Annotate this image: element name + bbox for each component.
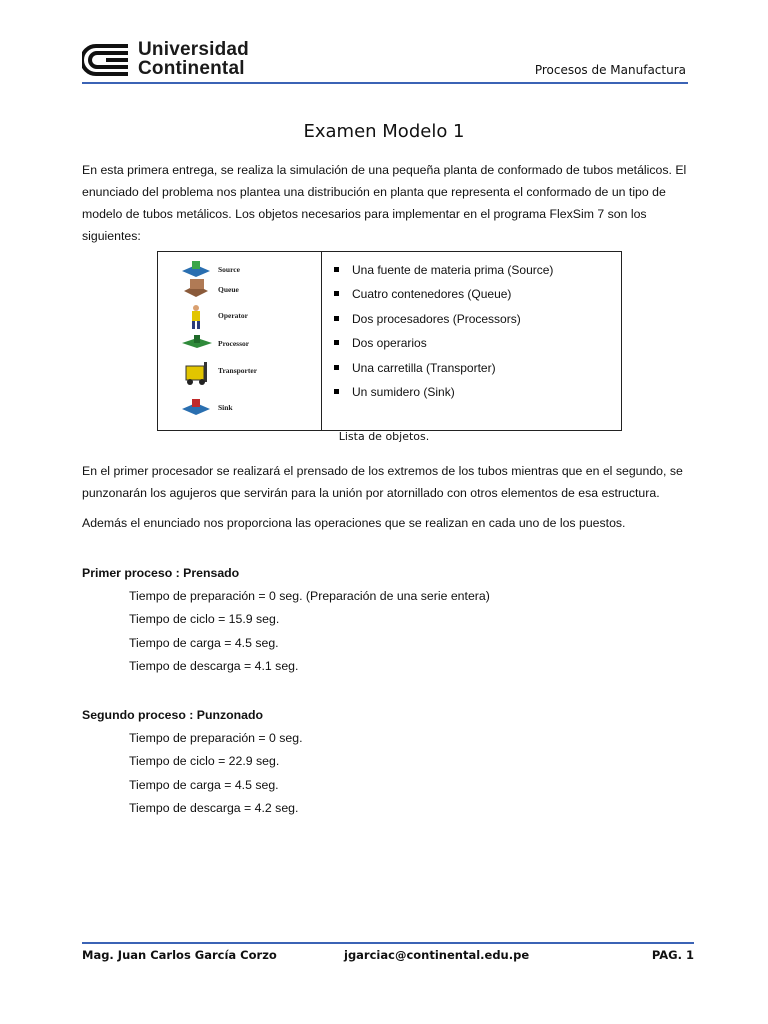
list-item: Una fuente de materia prima (Source) bbox=[332, 261, 553, 285]
footer-divider bbox=[82, 942, 694, 944]
object-label: Processor bbox=[218, 339, 250, 348]
intro-paragraph: En esta primera entrega, se realiza la simulación de una pequeña planta de conformado de tubos metálicos. El enunciado del problema nos plantea una distribución en planta que representa el conformado de un tipo de modelo de tubos metálicos. Los objetos necesarios para implementar en el programa FlexSim 7 son los siguientes: bbox=[82, 163, 687, 243]
list-item: Dos operarios bbox=[332, 334, 553, 358]
process-1-item: Tiempo de carga = 4.5 seg. bbox=[129, 636, 279, 650]
document-title: Examen Modelo 1 bbox=[303, 121, 465, 142]
queue-icon bbox=[180, 279, 212, 299]
sink-icon bbox=[180, 397, 212, 417]
process-1-title: Primer proceso : Prensado bbox=[82, 566, 240, 580]
list-item: Una carretilla (Transporter) bbox=[332, 359, 553, 383]
list-item: Un sumidero (Sink) bbox=[332, 383, 553, 407]
list-item: Dos procesadores (Processors) bbox=[332, 310, 553, 334]
logo-mark-icon bbox=[82, 42, 130, 78]
processors-paragraph: En el primer procesador se realizará el prensado de los extremos de los tubos mientras que en el segundo, se punzonarán los agujeros que servirán para la unión por atornillado con otros elementos de esa estructura. bbox=[82, 464, 683, 500]
object-label: Transporter bbox=[218, 366, 258, 375]
object-label: Source bbox=[218, 265, 240, 274]
process-1-item: Tiempo de descarga = 4.1 seg. bbox=[129, 659, 299, 673]
process-2-item: Tiempo de carga = 4.5 seg. bbox=[129, 778, 279, 792]
process-2-item: Tiempo de preparación = 0 seg. bbox=[129, 731, 303, 745]
objects-table bbox=[157, 251, 622, 431]
logo-line-2: Continental bbox=[138, 58, 245, 79]
process-2-item: Tiempo de ciclo = 22.9 seg. bbox=[129, 754, 280, 768]
process-1-item: Tiempo de ciclo = 15.9 seg. bbox=[129, 612, 280, 626]
processor-icon bbox=[180, 333, 214, 353]
logo-line-1: Universidad bbox=[138, 39, 249, 60]
operations-paragraph: Además el enunciado nos proporciona las operaciones que se realizan en cada uno de los puestos. bbox=[82, 516, 626, 530]
footer-email[interactable]: jgarciac@continental.edu.pe bbox=[344, 948, 530, 962]
footer-page-number: PAG. 1 bbox=[651, 948, 694, 962]
footer-author: Mag. Juan Carlos García Corzo bbox=[82, 948, 277, 962]
object-label: Sink bbox=[218, 403, 233, 412]
list-item: Cuatro contenedores (Queue) bbox=[332, 285, 553, 309]
source-icon bbox=[180, 259, 212, 279]
process-2-item: Tiempo de descarga = 4.2 seg. bbox=[129, 801, 299, 815]
object-label: Queue bbox=[218, 285, 239, 294]
university-logo bbox=[82, 40, 262, 82]
objects-list bbox=[332, 261, 553, 407]
process-2-title: Segundo proceso : Punzonado bbox=[82, 708, 264, 722]
table-caption: Lista de objetos. bbox=[338, 430, 430, 443]
object-label: Operator bbox=[218, 311, 248, 320]
table-divider bbox=[321, 252, 322, 430]
header-divider bbox=[82, 82, 688, 84]
course-name: Procesos de Manufactura bbox=[534, 63, 686, 77]
operator-icon bbox=[180, 305, 212, 329]
logo-text bbox=[138, 40, 249, 78]
process-1-item: Tiempo de preparación = 0 seg. (Preparación de una serie entera) bbox=[129, 589, 490, 603]
transporter-icon bbox=[180, 360, 214, 386]
